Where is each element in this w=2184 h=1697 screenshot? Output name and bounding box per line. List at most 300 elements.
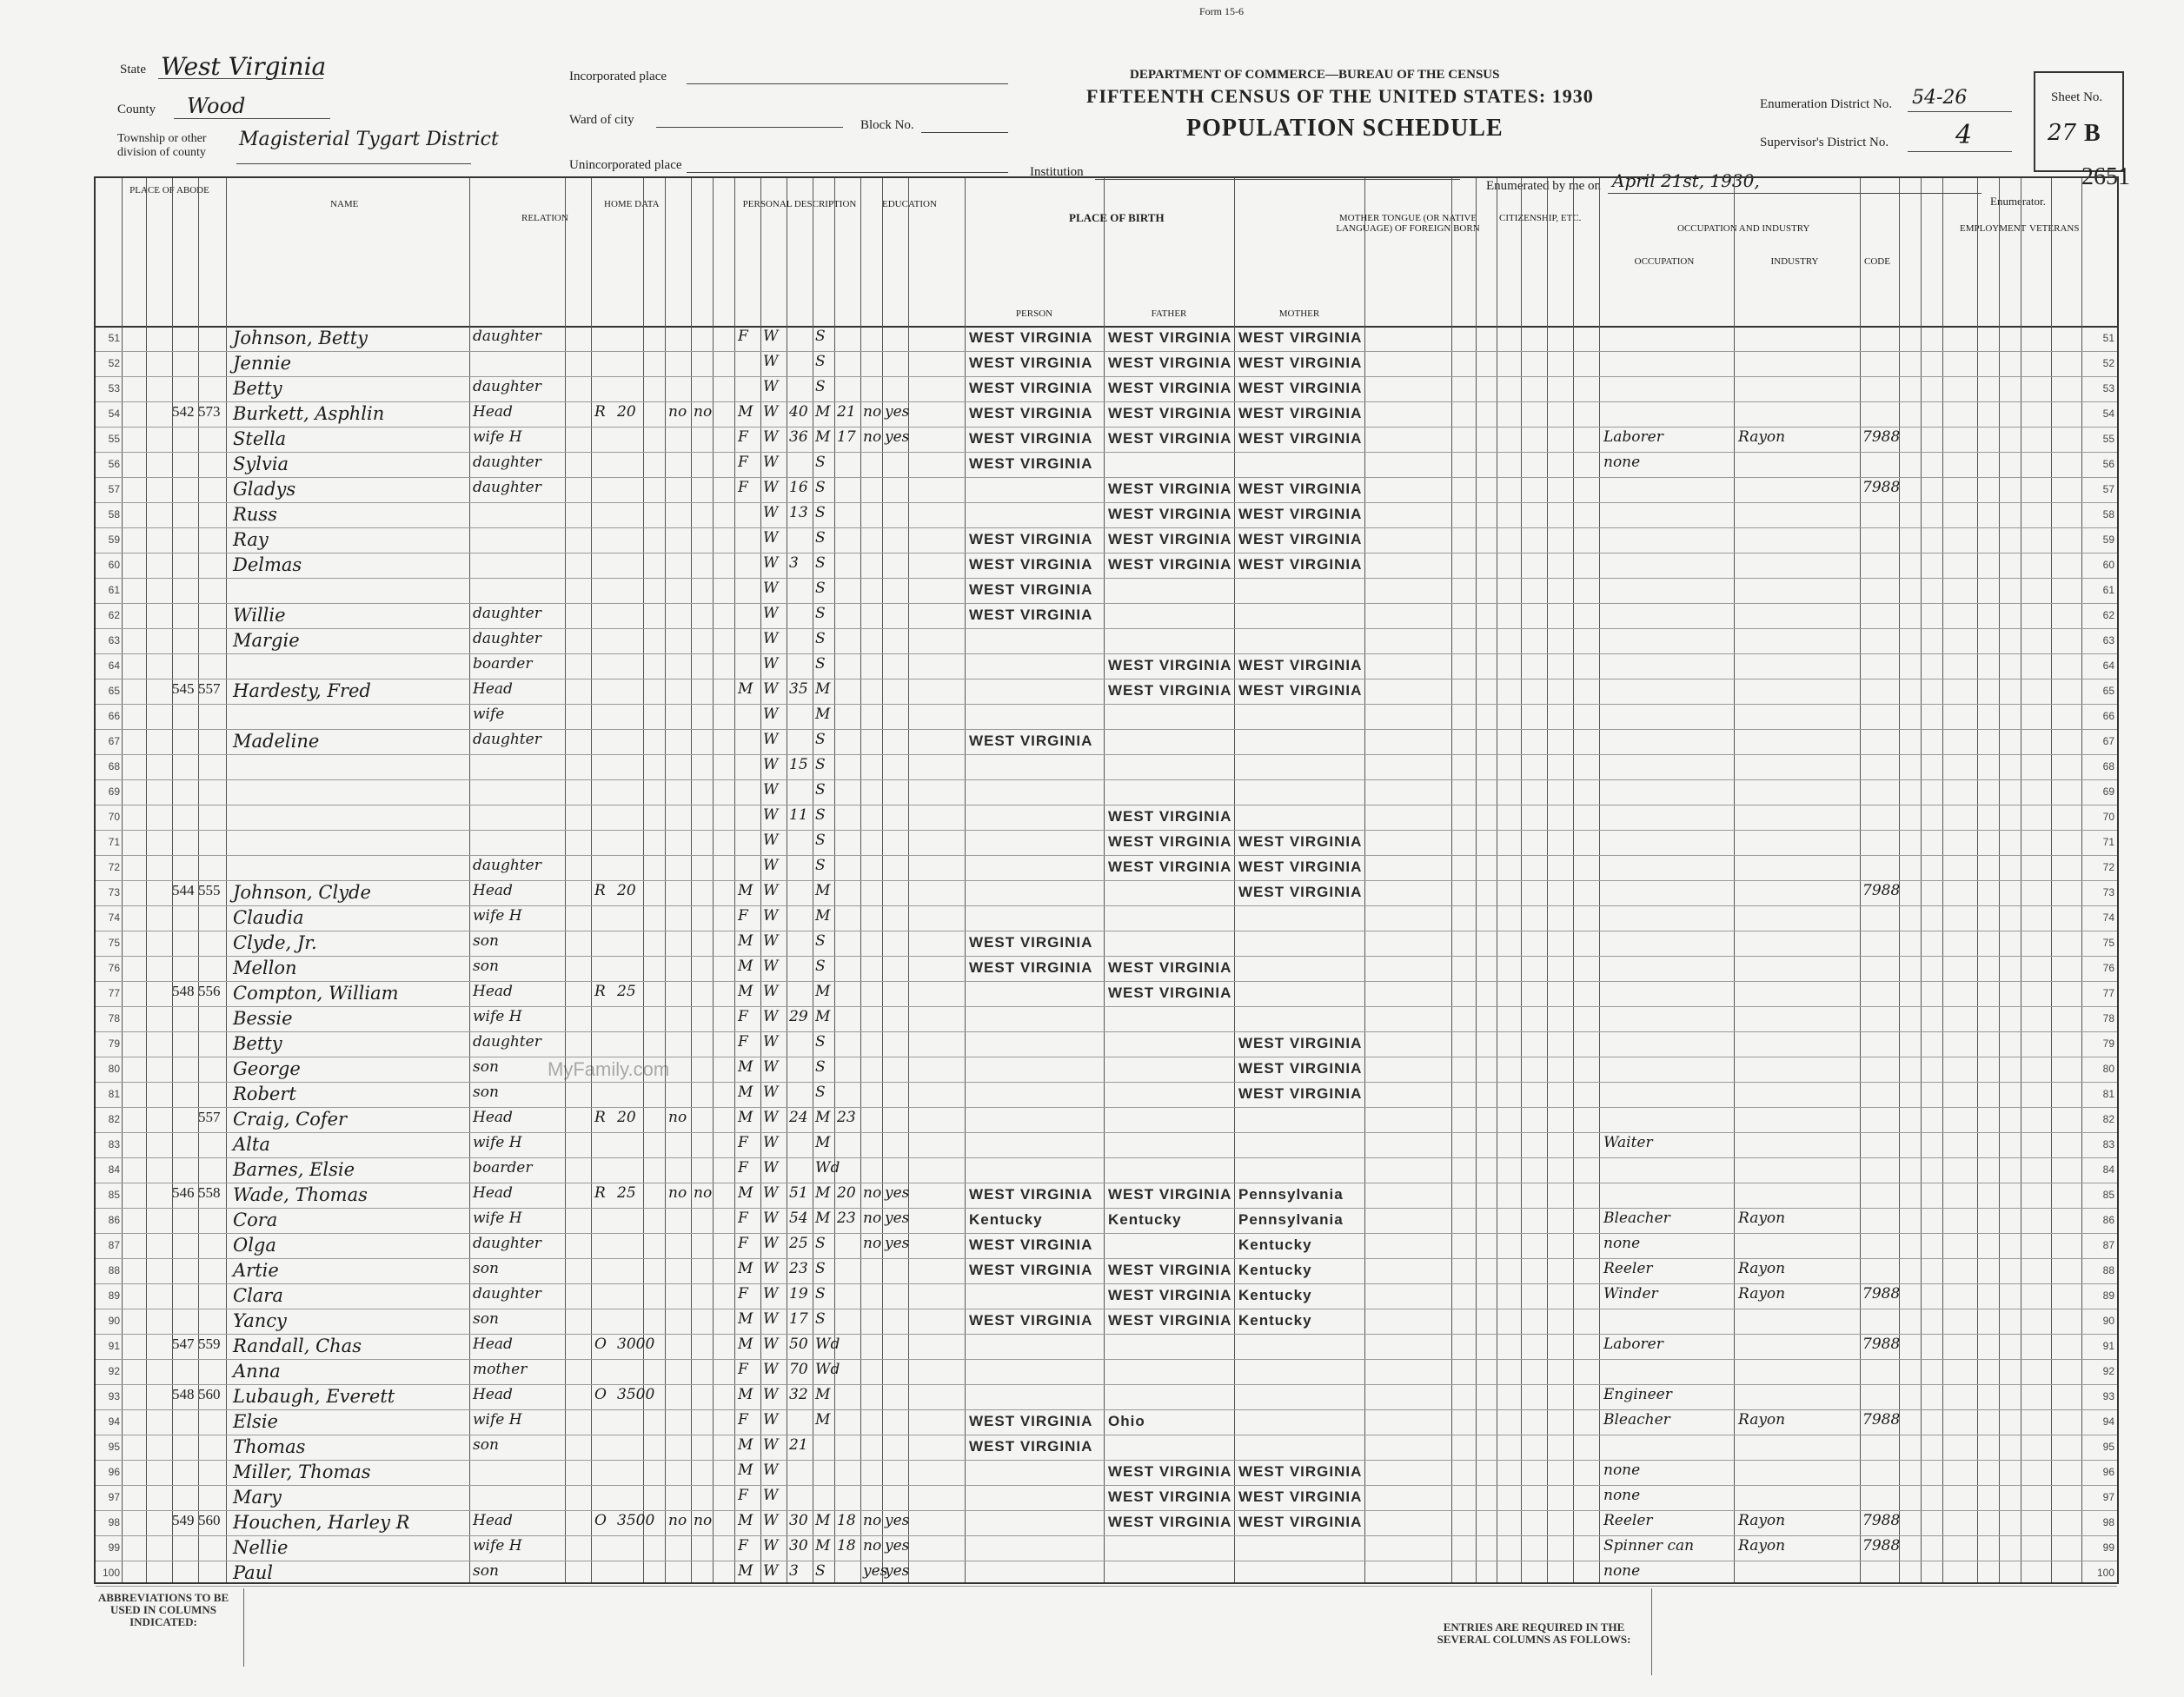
birthplace-mother: WEST VIRGINIA [1238,506,1363,522]
occupation: Winder [1603,1285,1658,1303]
group-occupation: OCCUPATION AND INDUSTRY [1677,223,1810,234]
family-number: 559 [198,1336,221,1352]
line-number: 78 [2102,1012,2114,1024]
age: 36 [789,428,808,446]
line-number: 99 [108,1541,120,1554]
marital-status: Wd [815,1336,840,1353]
race: W [763,1184,779,1202]
race: W [763,403,779,421]
birthplace-person: WEST VIRGINIA [969,1413,1093,1429]
race: W [763,378,779,395]
row-divider [96,1535,2117,1536]
sex: M [738,983,753,1000]
birthplace-father: WEST VIRGINIA [1108,1186,1232,1203]
person-name: Nellie [233,1537,289,1558]
birthplace-mother: Kentucky [1238,1262,1312,1278]
line-number: 84 [108,1163,120,1176]
family-number: 560 [198,1512,221,1528]
occupation: Waiter [1603,1134,1653,1151]
occupation-code: 7988 [1862,882,1901,899]
row-divider [96,452,2117,453]
birthplace-person: WEST VIRGINIA [969,329,1093,346]
can-read-write: yes [885,403,910,421]
marital-status: M [815,1512,831,1529]
sheet-side: B [2084,120,2101,147]
person-name: Claudia [233,907,304,928]
line-number: 72 [108,861,120,873]
group-veterans: VETERANS [2029,223,2080,234]
line-number: 70 [108,811,120,823]
person-name: Wade, Thomas [233,1184,368,1205]
marital-status: S [815,479,826,496]
sheet-value: 27 [2048,120,2077,146]
person-name: Randall, Chas [233,1336,362,1356]
person-name: Clara [233,1285,283,1306]
occupation: Bleacher [1603,1210,1670,1227]
person-name: Barnes, Elsie [233,1159,355,1180]
birthplace-father: WEST VIRGINIA [1108,1262,1232,1278]
family-number: 573 [198,403,221,420]
line-number: 51 [108,332,120,344]
person-name: Burkett, Asphlin [233,403,385,424]
person-name: Elsie [233,1411,278,1432]
relation: son [473,1562,499,1580]
dwelling-number: 545 [172,680,195,697]
sex: F [738,1361,748,1378]
line-number: 85 [2102,1189,2114,1201]
line-number: 100 [102,1567,120,1579]
occupation-header: OCCUPATION [1634,256,1695,267]
birthplace-mother: WEST VIRGINIA [1238,405,1363,421]
line-number: 63 [2102,634,2114,646]
line-number: 57 [108,483,120,495]
incorporated-label: Incorporated place [569,70,667,83]
race: W [763,1386,779,1403]
age: 40 [789,403,808,421]
marital-status: S [815,932,826,950]
occupation-code: 7988 [1862,1285,1901,1303]
row-divider [96,855,2117,856]
industry: Rayon [1738,1260,1786,1277]
race: W [763,983,779,1000]
marital-status: S [815,454,826,471]
occupation-code: 7988 [1862,1336,1901,1353]
person-name: Cora [233,1210,278,1230]
race: W [763,1411,779,1429]
person-name: Willie [233,605,286,626]
marital-status: S [815,756,826,773]
row-divider [96,1485,2117,1486]
relation: mother [473,1361,528,1378]
school-attendance: yes [863,1562,888,1580]
sex: M [738,1058,753,1076]
radio-set: no [668,1109,687,1126]
occupation: Spinner can [1603,1537,1695,1554]
row-divider [96,905,2117,906]
marital-status: M [815,1537,831,1554]
industry: Rayon [1738,1512,1786,1529]
row-divider [96,1208,2117,1209]
row-divider [96,779,2117,780]
birthplace-mother: WEST VIRGINIA [1238,329,1363,346]
line-number: 66 [108,710,120,722]
relation: wife [473,706,505,723]
farm-residence: no [694,1184,713,1202]
school-attendance: no [863,1235,882,1252]
marital-status: S [815,1033,826,1051]
birthplace-father: WEST VIRGINIA [1108,556,1232,573]
birthplace-person: WEST VIRGINIA [969,556,1093,573]
birthplace-father: WEST VIRGINIA [1108,1488,1232,1505]
relation: son [473,932,499,950]
race: W [763,1033,779,1051]
row-divider [96,1107,2117,1108]
line-number: 67 [2102,735,2114,747]
marital-status: S [815,504,826,521]
birthplace-person: WEST VIRGINIA [969,959,1093,976]
birthplace-father: WEST VIRGINIA [1108,984,1232,1001]
line-number: 53 [108,382,120,394]
block-label: Block No. [860,118,914,132]
race: W [763,353,779,370]
institution-label: Institution [1030,165,1084,179]
relation: Head [473,882,513,899]
line-number: 75 [108,937,120,949]
line-number: 83 [108,1138,120,1150]
dwelling-number: 546 [172,1184,195,1201]
marital-status: S [815,857,826,874]
sex: M [738,1436,753,1454]
person-name: George [233,1058,301,1079]
row-divider [96,427,2117,428]
group-place-of-abode: PLACE OF ABODE [129,185,209,196]
birthplace-mother: WEST VIRGINIA [1238,531,1363,547]
person-name: Compton, William [233,983,399,1004]
dwelling-number: 548 [172,983,195,999]
line-number: 95 [108,1441,120,1453]
birthplace-mother: Pennsylvania [1238,1211,1344,1228]
marital-status: S [815,1084,826,1101]
person-name: Alta [233,1134,270,1155]
line-number: 52 [2102,357,2114,369]
relation: son [473,1084,499,1101]
dwelling-number: 548 [172,1386,195,1402]
age: 50 [789,1336,808,1353]
row-divider [96,376,2117,377]
dwelling-number: 549 [172,1512,195,1528]
line-number: 80 [2102,1063,2114,1075]
row-divider [96,704,2117,705]
radio-set: no [668,1184,687,1202]
relation: Head [473,1512,513,1529]
line-number: 82 [108,1113,120,1125]
township-label: Township or other division of county [117,132,207,159]
home-tenure: R [594,882,606,899]
occupation: Laborer [1603,428,1663,446]
birthplace-person: WEST VIRGINIA [969,355,1093,371]
home-tenure: R [594,1109,606,1126]
line-number: 76 [2102,962,2114,974]
marital-status: S [815,958,826,975]
marital-status: M [815,680,831,698]
row-divider [96,628,2117,629]
line-number: 96 [108,1466,120,1478]
home-value: 20 [617,882,636,899]
birthplace-father: WEST VIRGINIA [1108,329,1232,346]
birthplace-person: WEST VIRGINIA [969,455,1093,472]
sex: M [738,1512,753,1529]
line-number: 62 [2102,609,2114,621]
marital-status: Wd [815,1159,840,1177]
age: 51 [789,1184,808,1202]
marital-status: S [815,781,826,799]
birthplace-father: WEST VIRGINIA [1108,531,1232,547]
family-number: 557 [198,1109,221,1125]
age: 24 [789,1109,808,1126]
occupation: Bleacher [1603,1411,1670,1429]
birthplace-person: Kentucky [969,1211,1043,1228]
relation: wife H [473,1134,522,1151]
sex: M [738,958,753,975]
relation: son [473,1058,499,1076]
marital-status: S [815,655,826,673]
line-number: 58 [108,508,120,520]
relation: daughter [473,731,541,748]
relation: Head [473,1386,513,1403]
race: W [763,454,779,471]
sex: M [738,882,753,899]
home-tenure: R [594,1184,606,1202]
relation: daughter [473,454,541,471]
marital-status: S [815,328,826,345]
race: W [763,1336,779,1353]
race: W [763,1235,779,1252]
relation: wife H [473,1411,522,1429]
race: W [763,1310,779,1328]
birthplace-person: WEST VIRGINIA [969,607,1093,623]
person-name: Johnson, Betty [233,328,368,348]
line-number: 94 [108,1415,120,1428]
line-number: 51 [2102,332,2114,344]
line-number: 61 [108,584,120,596]
sex: M [738,403,753,421]
age: 21 [789,1436,808,1454]
relation: daughter [473,378,541,395]
age: 16 [789,479,808,496]
line-number: 71 [108,836,120,848]
birthplace-person: WEST VIRGINIA [969,1312,1093,1329]
census-table [94,176,2119,1584]
person-name: Paul [233,1562,273,1583]
line-number: 63 [108,634,120,646]
group-mother-tongue: MOTHER TONGUE (OR NATIVE LANGUAGE) OF FOREIGN BORN [1336,213,1480,234]
row-divider [96,1006,2117,1007]
watermark: MyFamily.com [548,1058,670,1080]
group-citizenship: CITIZENSHIP, ETC. [1499,213,1582,223]
marital-status: S [815,1310,826,1328]
row-divider [96,1132,2117,1133]
race: W [763,1008,779,1025]
line-number: 65 [2102,685,2114,697]
person-name: Sylvia [233,454,289,474]
person-name: Lubaugh, Everett [233,1386,395,1407]
birthplace-father: WEST VIRGINIA [1108,1287,1232,1303]
row-divider [96,729,2117,730]
line-number: 64 [2102,660,2114,672]
birthplace-person: WEST VIRGINIA [969,732,1093,749]
relation: Head [473,983,513,1000]
sex: F [738,479,748,496]
race: W [763,806,779,824]
person-name: Yancy [233,1310,287,1331]
group-relation: RELATION [521,213,568,223]
birthplace-person: WEST VIRGINIA [969,430,1093,447]
sex: F [738,1159,748,1177]
marital-status: S [815,630,826,647]
race: W [763,832,779,849]
line-number: 54 [108,408,120,420]
person-name: Anna [233,1361,281,1382]
person-name: Robert [233,1084,296,1104]
enumeration-district-value: 54-26 [1912,87,1968,109]
line-number: 91 [108,1340,120,1352]
sex: M [738,1562,753,1580]
group-place-of-birth: PLACE OF BIRTH [1069,211,1165,224]
person-name: Mary [233,1487,282,1508]
row-divider [96,880,2117,881]
line-number: 53 [2102,382,2114,394]
row-divider [96,502,2117,503]
marital-status: M [815,1411,831,1429]
industry: Rayon [1738,428,1786,446]
occupation-code: 7988 [1862,1512,1901,1529]
sex: F [738,428,748,446]
row-divider [96,527,2117,528]
line-number: 100 [2096,1567,2114,1579]
birthplace-person: WEST VIRGINIA [969,934,1093,951]
line-number: 72 [2102,861,2114,873]
race: W [763,479,779,496]
relation: wife H [473,1008,522,1025]
birthplace-father: WEST VIRGINIA [1108,1463,1232,1480]
birthplace-person: WEST VIRGINIA [969,380,1093,396]
line-number: 60 [2102,559,2114,571]
line-number: 73 [2102,886,2114,898]
can-read-write: yes [885,1184,910,1202]
birthplace-mother: WEST VIRGINIA [1238,355,1363,371]
marital-status: M [815,428,831,446]
person-name: Clyde, Jr. [233,932,317,953]
row-divider [96,553,2117,554]
sex: F [738,1235,748,1252]
birthplace-mother: WEST VIRGINIA [1238,1488,1363,1505]
relation: Head [473,403,513,421]
race: W [763,1487,779,1504]
birth-father-header: FATHER [1151,308,1187,319]
sex: M [738,1109,753,1126]
school-attendance: no [863,428,882,446]
sex: M [738,1184,753,1202]
line-number: 83 [2102,1138,2114,1150]
sex: F [738,1537,748,1554]
race: W [763,1159,779,1177]
sex: F [738,1210,748,1227]
relation: son [473,1310,499,1328]
birthplace-mother: WEST VIRGINIA [1238,481,1363,497]
line-number: 96 [2102,1466,2114,1478]
sex: F [738,1285,748,1303]
marital-status: M [815,1109,831,1126]
person-name: Betty [233,1033,282,1054]
row-divider [96,1510,2117,1511]
home-tenure: R [594,983,606,1000]
line-number: 68 [2102,760,2114,772]
marital-status: S [815,1235,826,1252]
home-tenure: O [594,1386,607,1403]
birthplace-mother: Pennsylvania [1238,1186,1344,1203]
line-number: 82 [2102,1113,2114,1125]
birthplace-mother: WEST VIRGINIA [1238,884,1363,900]
birth-person-header: PERSON [1015,308,1053,319]
person-name: Ray [233,529,269,550]
line-number: 90 [108,1315,120,1327]
row-divider [96,401,2117,402]
line-number: 69 [108,786,120,798]
race: W [763,328,779,345]
person-name: Delmas [233,554,302,575]
dwelling-number: 544 [172,882,195,898]
occupation-code: 7988 [1862,1411,1901,1429]
line-number: 95 [2102,1441,2114,1453]
column-header [96,178,2117,328]
home-value: 25 [617,983,636,1000]
race: W [763,1285,779,1303]
can-read-write: yes [885,1210,910,1227]
marital-status: M [815,983,831,1000]
occupation: Engineer [1603,1386,1672,1403]
industry: Rayon [1738,1411,1786,1429]
line-number: 99 [2102,1541,2114,1554]
line-number: 58 [2102,508,2114,520]
race: W [763,1562,779,1580]
birth-mother-header: MOTHER [1278,308,1320,319]
person-name: Olga [233,1235,276,1256]
line-number: 62 [108,609,120,621]
family-number: 556 [198,983,221,999]
line-number: 77 [108,987,120,999]
line-number: 52 [108,357,120,369]
sex: F [738,454,748,471]
sex: M [738,1336,753,1353]
birthplace-father: WEST VIRGINIA [1108,858,1232,875]
family-number: 558 [198,1184,221,1201]
marital-status: M [815,1184,831,1202]
line-number: 97 [108,1491,120,1503]
age: 30 [789,1512,808,1529]
line-number: 69 [2102,786,2114,798]
can-read-write: yes [885,1235,910,1252]
age: 29 [789,1008,808,1025]
relation: wife H [473,428,522,446]
relation: son [473,958,499,975]
marital-status: S [815,806,826,824]
sex: F [738,1008,748,1025]
occupation: Reeler [1603,1260,1653,1277]
marital-status: M [815,403,831,421]
relation: Head [473,680,513,698]
age: 35 [789,680,808,698]
marital-status: S [815,580,826,597]
